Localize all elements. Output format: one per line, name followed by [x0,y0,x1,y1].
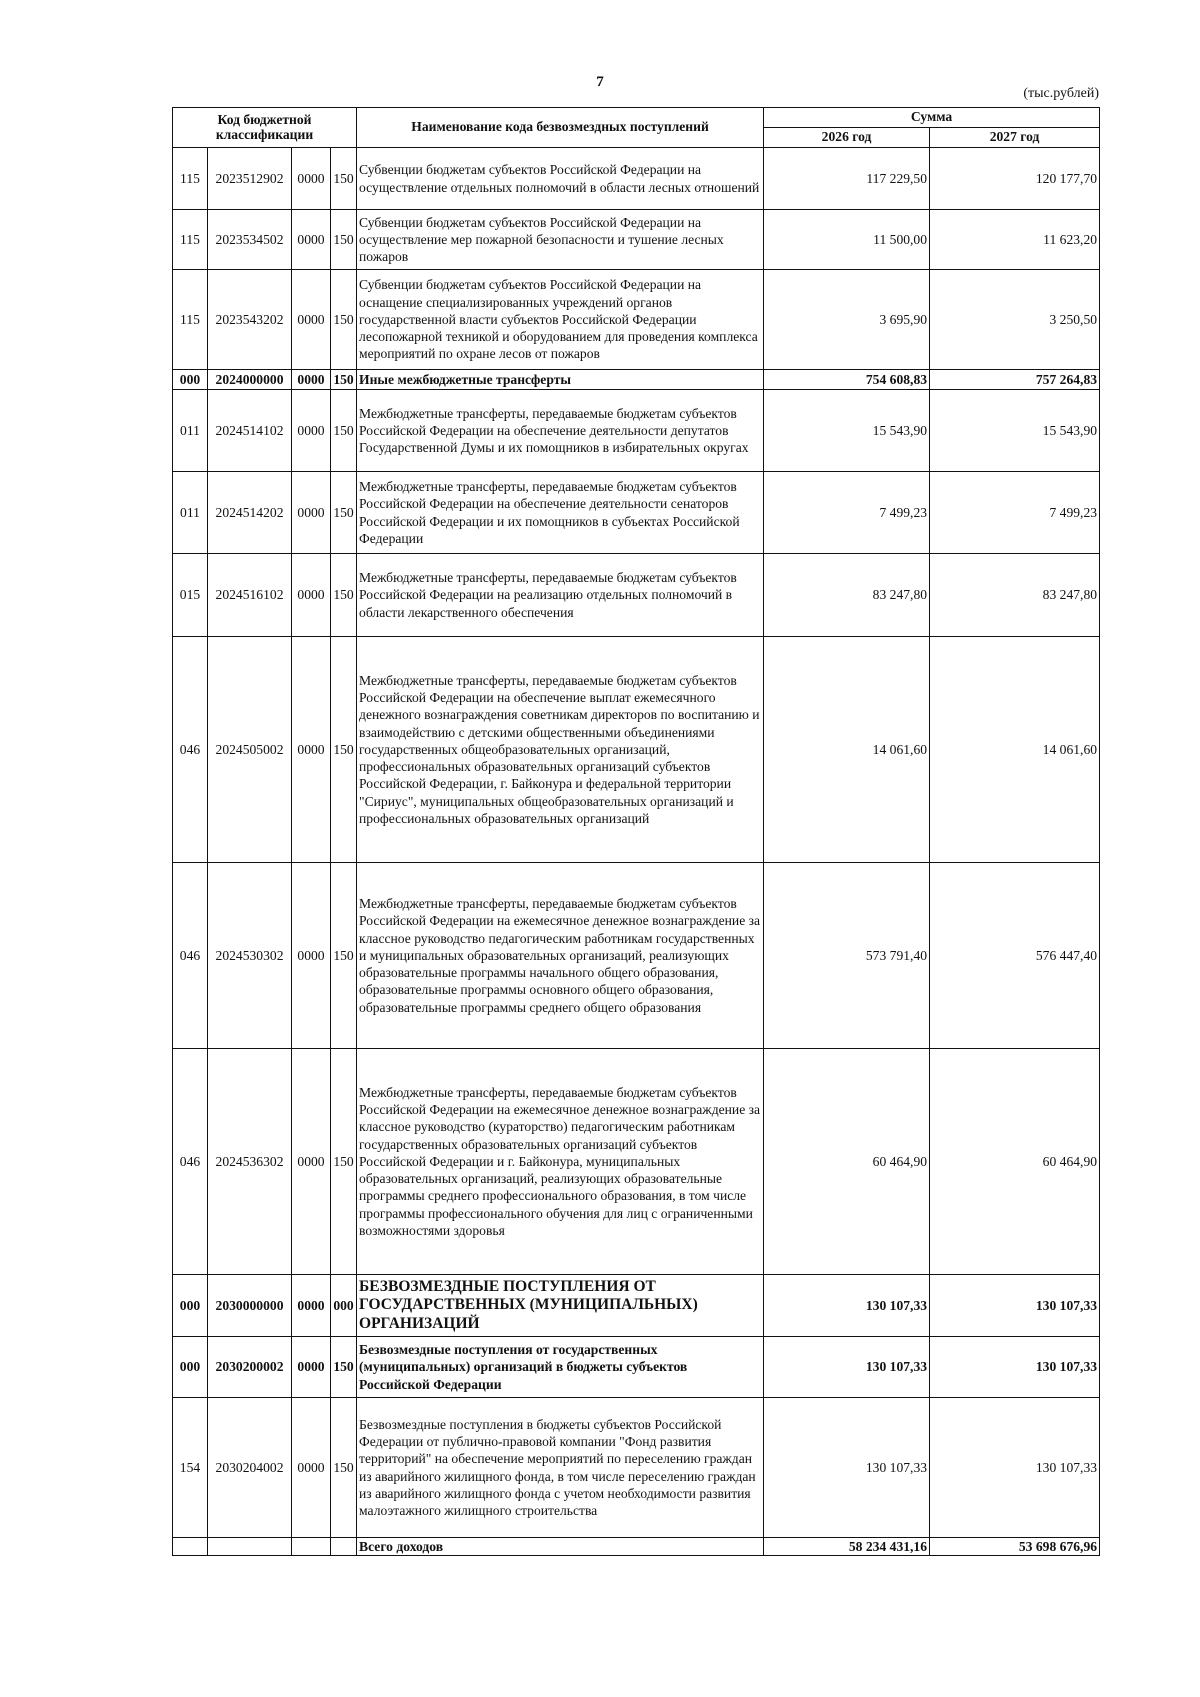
kosgu-code: 150 [331,1398,357,1538]
budget-code: 2023512902 [208,148,292,210]
total-2027: 53 698 676,96 [930,1538,1100,1556]
amount-2027: 60 464,90 [930,1049,1100,1275]
admin-code: 011 [173,390,208,472]
budget-code: 2030204002 [208,1398,292,1538]
program-code: 0000 [292,863,331,1049]
table-row [173,370,1100,390]
program-code: 0000 [292,1275,331,1337]
budget-code: 2024530302 [208,863,292,1049]
revenue-name: Субвенции бюджетам субъектов Российской Федерации на осуществление мер пожарной безопасности и тушение лесных пожаров [357,210,764,270]
budget-code: 2024514202 [208,472,292,554]
amount-2027: 130 107,33 [930,1398,1100,1538]
budget-code: 2030200002 [208,1337,292,1398]
admin-code: 000 [173,370,208,390]
year-2026-header: 2026 год [764,128,930,148]
total-code-a [173,1538,208,1556]
amount-2027: 83 247,80 [930,554,1100,637]
program-code: 0000 [292,270,331,370]
name-header: Наименование кода безвозмездных поступлений [357,108,764,148]
amount-2026: 130 107,33 [764,1398,930,1538]
total-code-d [331,1538,357,1556]
code-header: Код бюджетной классификации [173,108,357,148]
amount-2027: 120 177,70 [930,148,1100,210]
admin-code: 046 [173,1049,208,1275]
sum-header: Сумма [764,108,1100,128]
revenue-name: Безвозмездные поступления в бюджеты субъектов Российской Федерации от публично-правовой компании "Фонд развития территорий" на обеспечение мероприятий по переселению граждан из аварийного жилищного фонда, в том числе переселению граждан из аварийного жилищного фонда с учетом необходимости развития малоэтажного жилищного строительства [357,1398,764,1538]
program-code: 0000 [292,390,331,472]
admin-code: 115 [173,210,208,270]
kosgu-code: 150 [331,1337,357,1398]
amount-2026: 7 499,23 [764,472,930,554]
total-code-b [208,1538,292,1556]
amount-2026: 754 608,83 [764,370,930,390]
total-2026: 58 234 431,16 [764,1538,930,1556]
amount-2026: 130 107,33 [764,1275,930,1337]
admin-code: 115 [173,148,208,210]
table-row [173,554,1100,637]
table-row [173,1049,1100,1275]
table-row [173,637,1100,863]
amount-2027: 3 250,50 [930,270,1100,370]
amount-2027: 757 264,83 [930,370,1100,390]
admin-code: 011 [173,472,208,554]
kosgu-code: 150 [331,554,357,637]
admin-code: 046 [173,637,208,863]
admin-code: 115 [173,270,208,370]
amount-2026: 3 695,90 [764,270,930,370]
budget-code: 2030000000 [208,1275,292,1337]
kosgu-code: 150 [331,863,357,1049]
revenue-name: БЕЗВОЗМЕЗДНЫЕ ПОСТУПЛЕНИЯ ОТ ГОСУДАРСТВЕННЫХ (МУНИЦИПАЛЬНЫХ) ОРГАНИЗАЦИЙ [357,1275,764,1337]
program-code: 0000 [292,1398,331,1538]
kosgu-code: 150 [331,370,357,390]
revenue-name: Безвозмездные поступления от государственных (муниципальных) организаций в бюджеты субъектов Российской Федерации [357,1337,764,1398]
revenue-name: Межбюджетные трансферты, передаваемые бюджетам субъектов Российской Федерации на обеспечение деятельности сенаторов Российской Федерации и их помощников в субъектах Российской Федерации [357,472,764,554]
program-code: 0000 [292,370,331,390]
amount-2026: 60 464,90 [764,1049,930,1275]
program-code: 0000 [292,1049,331,1275]
budget-table [172,107,1100,1556]
amount-2027: 11 623,20 [930,210,1100,270]
amount-2027: 576 447,40 [930,863,1100,1049]
program-code: 0000 [292,637,331,863]
amount-2027: 130 107,33 [930,1337,1100,1398]
revenue-name: Межбюджетные трансферты, передаваемые бюджетам субъектов Российской Федерации на реализацию отдельных полномочий в области лекарственного обеспечения [357,554,764,637]
table-row [173,210,1100,270]
year-2027-header: 2027 год [930,128,1100,148]
revenue-name: Межбюджетные трансферты, передаваемые бюджетам субъектов Российской Федерации на ежемесячное денежное вознаграждение за классное руководство педагогическим работникам государственных и муниципальных образовательных организаций, реализующих образовательные программы начального общего образования, образовательные программы основного общего образования, образовательные программы среднего общего образования [357,863,764,1049]
kosgu-code: 150 [331,1049,357,1275]
amount-2027: 7 499,23 [930,472,1100,554]
kosgu-code: 150 [331,472,357,554]
kosgu-code: 150 [331,390,357,472]
admin-code: 000 [173,1337,208,1398]
program-code: 0000 [292,210,331,270]
amount-2027: 15 543,90 [930,390,1100,472]
table-body [173,148,1100,1538]
total-code-c [292,1538,331,1556]
amount-2027: 130 107,33 [930,1275,1100,1337]
program-code: 0000 [292,554,331,637]
amount-2026: 14 061,60 [764,637,930,863]
kosgu-code: 150 [331,637,357,863]
table-row [173,270,1100,370]
amount-2026: 11 500,00 [764,210,930,270]
budget-code: 2024000000 [208,370,292,390]
table-row [173,390,1100,472]
table-row [173,472,1100,554]
program-code: 0000 [292,148,331,210]
kosgu-code: 150 [331,148,357,210]
program-code: 0000 [292,472,331,554]
admin-code: 154 [173,1398,208,1538]
amount-2026: 15 543,90 [764,390,930,472]
table-row [173,1398,1100,1538]
amount-2026: 573 791,40 [764,863,930,1049]
budget-code: 2024516102 [208,554,292,637]
admin-code: 046 [173,863,208,1049]
admin-code: 000 [173,1275,208,1337]
amount-2027: 14 061,60 [930,637,1100,863]
amount-2026: 117 229,50 [764,148,930,210]
kosgu-code: 000 [331,1275,357,1337]
table-row [173,863,1100,1049]
kosgu-code: 150 [331,210,357,270]
budget-code: 2024514102 [208,390,292,472]
total-row [173,1538,1100,1556]
program-code: 0000 [292,1337,331,1398]
budget-code: 2023534502 [208,210,292,270]
budget-code: 2024536302 [208,1049,292,1275]
units-note: (тыс.рублей) [1023,86,1099,101]
page-number: 7 [596,74,604,90]
budget-code: 2024505002 [208,637,292,863]
revenue-name: Субвенции бюджетам субъектов Российской Федерации на осуществление отдельных полномочий в области лесных отношений [357,148,764,210]
revenue-name: Межбюджетные трансферты, передаваемые бюджетам субъектов Российской Федерации на обеспечение выплат ежемесячного денежного вознаграждения советникам директоров по воспитанию и взаимодействию с детскими общественными объединениями государственных общеобразовательных организаций, профессиональных образовательных организаций субъектов Российской Федерации, г. Байконура и федеральной территории "Сириус", муниципальных общеобразовательных организаций и профессиональных образовательных организаций [357,637,764,863]
revenue-name: Межбюджетные трансферты, передаваемые бюджетам субъектов Российской Федерации на обеспечение деятельности депутатов Государственной Думы и их помощников в избирательных округах [357,390,764,472]
amount-2026: 130 107,33 [764,1337,930,1398]
kosgu-code: 150 [331,270,357,370]
table-row [173,1275,1100,1337]
admin-code: 015 [173,554,208,637]
table-row [173,148,1100,210]
amount-2026: 83 247,80 [764,554,930,637]
total-label: Всего доходов [357,1538,764,1556]
revenue-name: Межбюджетные трансферты, передаваемые бюджетам субъектов Российской Федерации на ежемесячное денежное вознаграждение за классное руководство (кураторство) педагогическим работникам государственных образовательных организаций субъектов Российской Федерации и г. Байконура, муниципальных образовательных организаций, реализующих образовательные программы среднего профессионального образования, в том числе программы профессионального обучения для лиц с ограниченными возможностями здоровья [357,1049,764,1275]
revenue-name: Иные межбюджетные трансферты [357,370,764,390]
budget-code: 2023543202 [208,270,292,370]
revenue-name: Субвенции бюджетам субъектов Российской Федерации на оснащение специализированных учреждений органов государственной власти субъектов Российской Федерации лесопожарной техникой и оборудованием для проведения комплекса мероприятий по охране лесов от пожаров [357,270,764,370]
table-row [173,1337,1100,1398]
